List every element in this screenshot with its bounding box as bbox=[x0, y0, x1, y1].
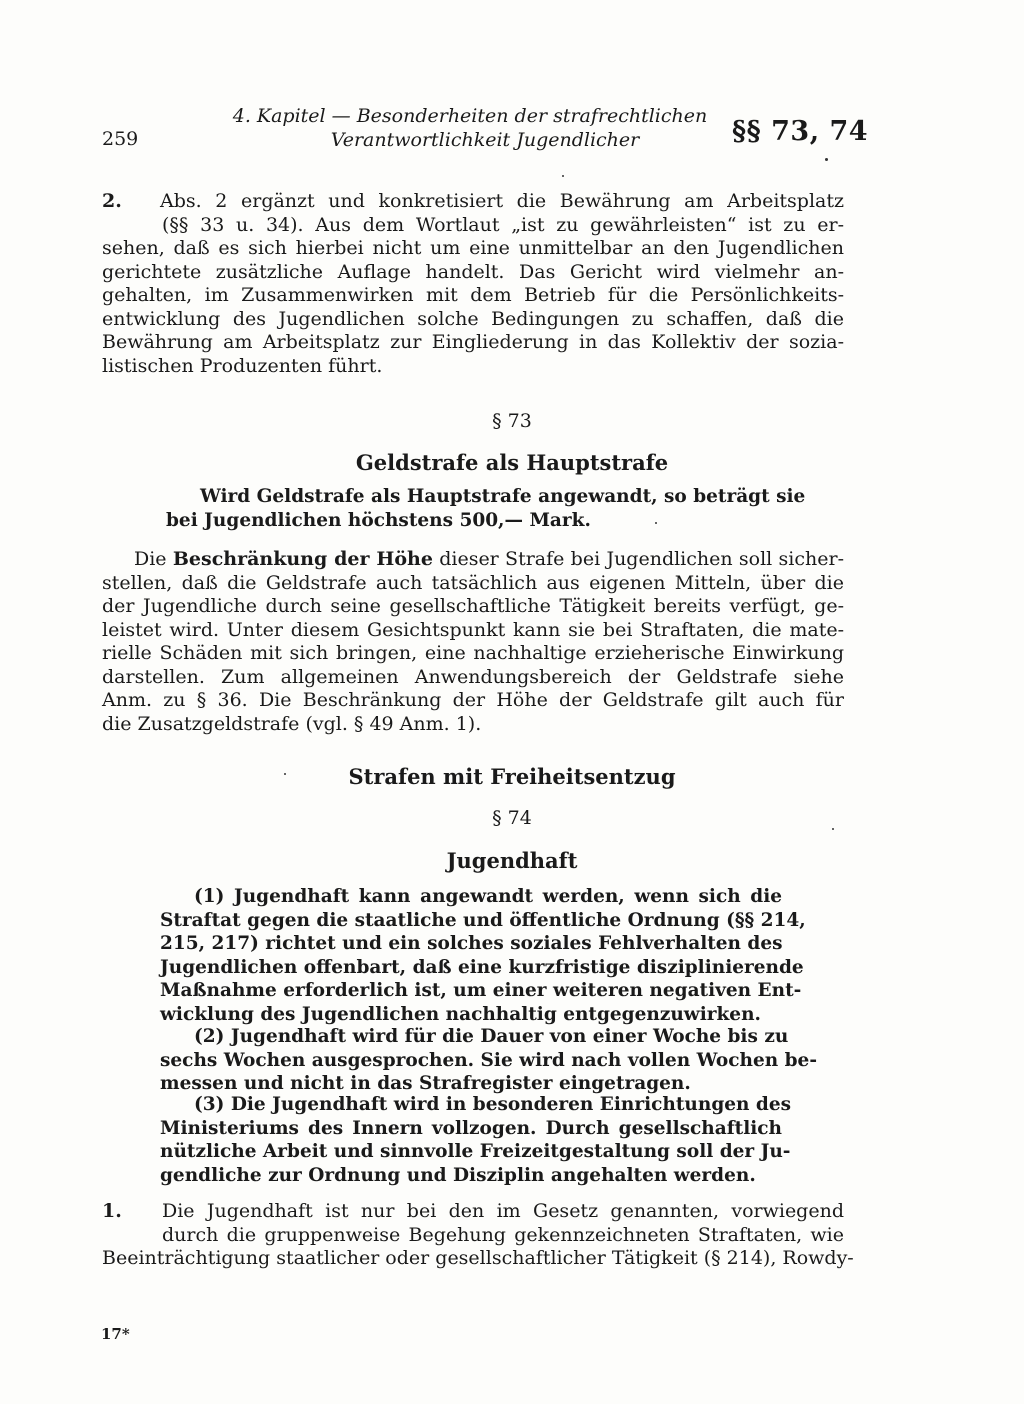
note-number: 2. bbox=[102, 190, 122, 212]
running-head-line2: Verantwortlichkeit Jugendlicher bbox=[330, 129, 640, 151]
scan-speck bbox=[825, 158, 828, 161]
text-line: Anm. zu § 36. Die Beschränkung der Höhe der Geldstrafe gilt auch für bbox=[102, 689, 844, 711]
text-line: (3) Die Jugendhaft wird in besonderen Einrichtungen des bbox=[194, 1094, 792, 1115]
section-73-commentary bbox=[102, 548, 844, 736]
text-line: durch die gruppenweise Begehung gekennzeichneten Straftaten, wie bbox=[162, 1223, 844, 1246]
text-line: der Jugendliche durch seine gesellschaftliche Tätigkeit bereits verfügt, ge- bbox=[102, 595, 844, 617]
note-1-paragraph bbox=[102, 1200, 854, 1271]
signature-mark: 17* bbox=[101, 1325, 130, 1343]
subheading: Strafen mit Freiheitsentzug bbox=[348, 764, 676, 789]
section-74-paragraph-1 bbox=[160, 885, 806, 1026]
text-line: Wird Geldstrafe als Hauptstrafe angewandt, so beträgt sie bbox=[200, 486, 806, 507]
text-line: Maßnahme erforderlich ist, um einer weiteren negativen Ent- bbox=[160, 980, 802, 1001]
text-line: sechs Wochen ausgesprochen. Sie wird nach vollen Wochen be- bbox=[160, 1049, 817, 1071]
text-line: wicklung des Jugendlichen nachhaltig entgegenzuwirken. bbox=[160, 1003, 761, 1025]
text-line: gerichtete zusätzliche Auflage handelt. Das Gericht wird vielmehr an- bbox=[102, 260, 844, 283]
page-number: 259 bbox=[102, 128, 139, 150]
text-line: Abs. 2 ergänzt und konkretisiert die Bewährung am Arbeitsplatz bbox=[160, 190, 844, 212]
running-head bbox=[200, 104, 740, 152]
section-74-title: Jugendhaft bbox=[446, 848, 578, 873]
section-73-law-text bbox=[166, 485, 806, 532]
text-line: darstellen. Zum allgemeinen Anwendungsbereich der Geldstrafe siehe bbox=[102, 665, 844, 688]
text-line: Die Jugendhaft ist nur bei den im Gesetz genannten, vorwiegend bbox=[162, 1200, 844, 1222]
section-74-number: § 74 bbox=[492, 807, 532, 829]
text-line: Ministeriums des Innern vollzogen. Durch gesellschaftlich bbox=[160, 1117, 782, 1139]
text-line: entwicklung des Jugendlichen solche Bedingungen zu schaffen, daß die bbox=[102, 307, 844, 330]
scan-speck bbox=[655, 522, 657, 524]
section-reference: §§ 73, 74 bbox=[732, 116, 869, 147]
note-number: 1. bbox=[102, 1200, 122, 1222]
text-line: Straftat gegen die staatliche und öffentliche Ordnung (§§ 214, bbox=[160, 909, 806, 931]
text-line bbox=[102, 548, 844, 572]
text-line: gendliche zur Ordnung und Disziplin angehalten werden. bbox=[160, 1164, 756, 1186]
note-2-paragraph bbox=[102, 190, 844, 378]
section-74-paragraph-3 bbox=[160, 1093, 792, 1187]
text-line: rielle Schäden mit sich bringen, eine nachhaltige erzieherische Einwirkung bbox=[102, 642, 844, 664]
text-line: stellen, daß die Geldstrafe auch tatsächlich aus eigenen Mitteln, über die bbox=[102, 571, 844, 594]
running-head-line1: 4. Kapitel — Besonderheiten der strafrechtlichen bbox=[232, 105, 708, 127]
text-line: (1) Jugendhaft kann angewandt werden, wenn sich die bbox=[194, 886, 782, 907]
text-line: nützliche Arbeit und sinnvolle Freizeitgestaltung soll der Ju- bbox=[160, 1141, 791, 1162]
section-73-number: § 73 bbox=[492, 410, 532, 432]
text-line: Bewährung am Arbeitsplatz zur Eingliederung in das Kollektiv der sozia- bbox=[102, 331, 844, 353]
text-line: leistet wird. Unter diesem Gesichtspunkt kann sie bei Straftaten, die mate- bbox=[102, 618, 844, 641]
scan-speck bbox=[562, 175, 564, 177]
text-line: sehen, daß es sich hierbei nicht um eine unmittelbar an den Jugendlichen bbox=[102, 237, 844, 259]
text-line: Jugendlichen offenbart, daß eine kurzfristige disziplinierende bbox=[160, 956, 804, 978]
text-line: listischen Produzenten führt. bbox=[102, 354, 383, 377]
text-fragment: Die bbox=[134, 548, 173, 570]
text-line: gehalten, im Zusammenwirken mit dem Betrieb für die Persönlichkeits- bbox=[102, 284, 844, 306]
text-line: (§§ 33 u. 34). Aus dem Wortlaut „ist zu gewährleisten“ ist zu er- bbox=[162, 213, 844, 236]
text-line: bei Jugendlichen höchstens 500,— Mark. bbox=[166, 509, 591, 531]
text-line: (2) Jugendhaft wird für die Dauer von einer Woche bis zu bbox=[194, 1026, 789, 1047]
scan-speck bbox=[832, 828, 834, 830]
text-line: 215, 217) richtet und ein solches soziales Fehlverhalten des bbox=[160, 933, 783, 954]
text-line: Beeinträchtigung staatlicher oder gesellschaftlicher Tätigkeit (§ 214), Rowdy- bbox=[102, 1247, 854, 1269]
text-line: die Zusatzgeldstrafe (vgl. § 49 Anm. 1). bbox=[102, 712, 482, 735]
text-fragment: dieser Strafe bei Jugendlichen soll sicher- bbox=[432, 548, 844, 570]
section-74-paragraph-2 bbox=[160, 1025, 817, 1096]
text-line: messen und nicht in das Strafregister eingetragen. bbox=[160, 1073, 691, 1094]
scan-speck bbox=[284, 773, 286, 775]
emphasis-text: Beschränkung der Höhe bbox=[172, 548, 433, 570]
section-73-title: Geldstrafe als Hauptstrafe bbox=[355, 450, 669, 475]
